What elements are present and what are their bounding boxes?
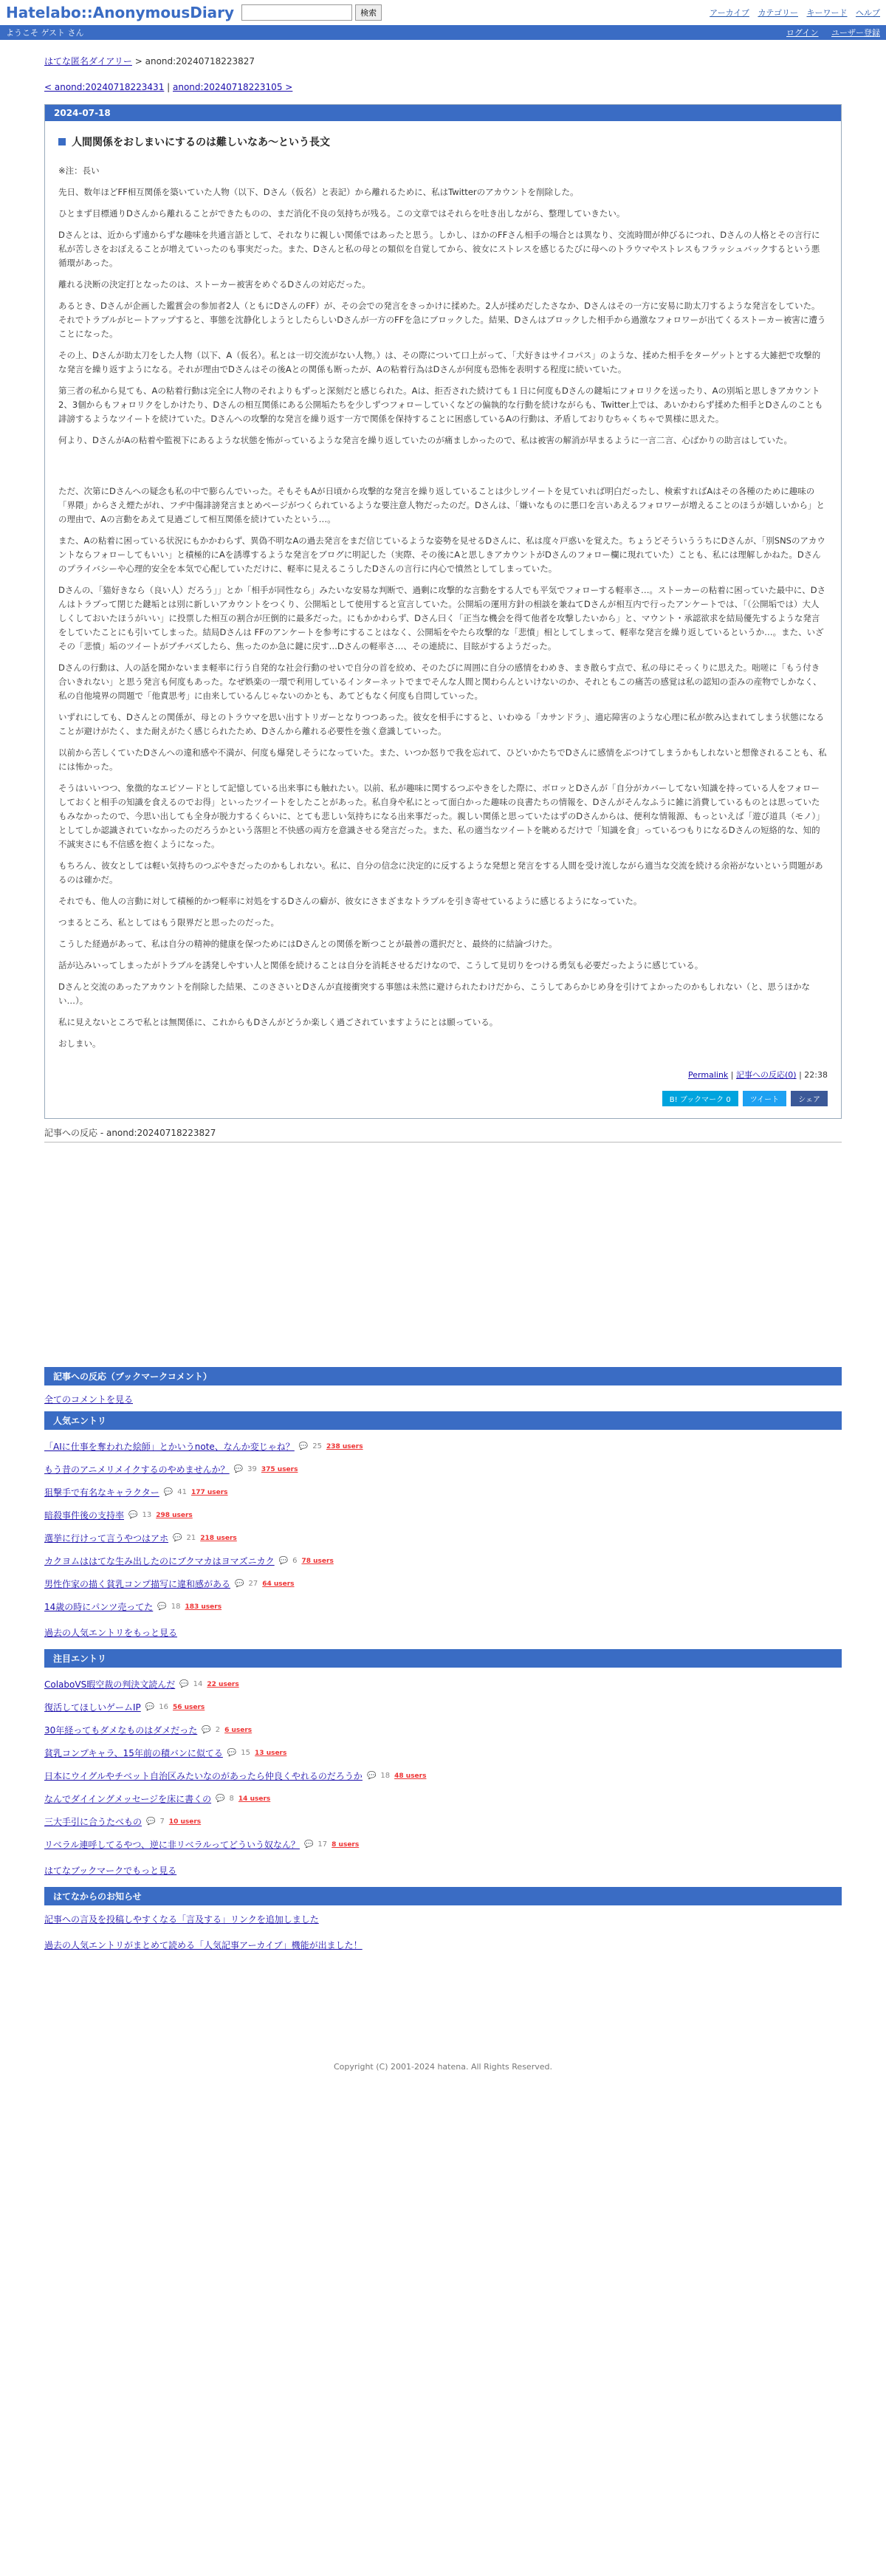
comment-icon: 💬 (179, 1680, 189, 1688)
prev-entry-link[interactable]: < anond:20240718223431 (44, 82, 165, 92)
reactions-link[interactable]: 記事への反応(0) (736, 1070, 797, 1080)
list-item (44, 1463, 842, 1476)
news-item[interactable]: 過去の人気エントリがまとめて読める「人気記事アーカイブ」機能が出ました！ (44, 1940, 363, 1950)
featured-section-title: 注目エントリ (44, 1649, 842, 1668)
top-bar (0, 0, 886, 25)
entry-paragraph: こうした経過があって、私は自分の精神的健康を保つためにはDさんとの関係を断つことが最善の選択だと、最終的に結論づけた。 (58, 939, 557, 949)
comment-icon: 💬 (163, 1488, 174, 1496)
bookmark-users-badge[interactable]: 183 users (185, 1603, 222, 1611)
entry-link[interactable]: リベラル連呼してるやつ、逆に非リベラルってどういう奴なん？ (44, 1840, 300, 1850)
next-entry-link[interactable]: anond:20240718223105 > (173, 82, 293, 92)
all-comments-link[interactable]: 全てのコメントを見る (44, 1394, 134, 1405)
share-buttons (58, 1091, 828, 1106)
bookmark-users-badge[interactable]: 10 users (168, 1818, 202, 1826)
entry-link[interactable]: 男性作家の描く貧乳コンプ描写に違和感がある (44, 1579, 231, 1589)
entry-link[interactable]: 30年経ってもダメなものはダメだった (44, 1725, 198, 1736)
comment-icon: 💬 (128, 1511, 138, 1519)
bookmark-users-badge[interactable]: 78 users (301, 1557, 334, 1565)
entry-paragraph: おしまい。 (58, 1038, 101, 1049)
popular-more-link[interactable]: 過去の人気エントリをもっと見る (44, 1628, 178, 1638)
search-input[interactable] (241, 4, 352, 21)
site-logo[interactable]: Hatelabo::AnonymousDiary (6, 4, 235, 21)
entry-paragraph: ただ、次第にDさんへの疑念も私の中で膨らんでいった。そもそもAが日頃から攻撃的な発言を繰り返していることは少しツイートを見ていれば明白だったし、検索すればAはその各種のために趣味の「界隈」からさえ煙たがれ、フヂ中傷誹謗発言まとめページがつくられているような要注意人物だったのだ。Dさんは、「嫌いなものに悪口を言いあえるフォロワーが増えることのほうが嬉しいから」との理由で、Aの言動をあえて見過ごして相互関係を続けていたという…。 (58, 486, 825, 524)
entry-paragraph: ※注：長い (58, 165, 100, 176)
comment-icon: 💬 (145, 1703, 155, 1711)
bookmark-users-badge[interactable]: 375 users (261, 1465, 298, 1473)
list-item (44, 1770, 842, 1782)
comment-count: 25 (312, 1442, 322, 1450)
list-item (44, 1792, 842, 1805)
permalink[interactable]: Permalink (688, 1070, 729, 1080)
comment-count: 16 (159, 1703, 168, 1711)
entry-paragraph: 先日、数年ほどFF相互関係を築いていた人物（以下、Dさん（仮名）と表記）から離れるために、私はTwitterのアカウントを削除した。 (58, 187, 579, 197)
entry-link[interactable]: 暗殺事件後の支持率 (44, 1510, 125, 1521)
copyright: Copyright (C) 2001-2024 hatena. All Rights Reserved. (334, 2062, 552, 2072)
entry-paragraph: Dさんとは、近からず遠からずな趣味を共通言語として、それなりに親しい関係ではあったと思う。しかし、ほかのFFさん相手の場合とは異なり、交流時間が伸びるにつれ、Dさんの人格とその言行に私が苦しさをおぼえることが増えていったのも事実だった。また、Dさんと私の母との類似を自覚してから、彼女にストレスを感じるたびに母へのトラウマやストレスもフラッシュバックするという悪循環があった。 (58, 230, 820, 268)
popular-section-title: 人気エントリ (44, 1411, 842, 1430)
comment-icon: 💬 (227, 1749, 237, 1757)
comment-icon: 💬 (157, 1603, 167, 1611)
breadcrumb-current: anond:20240718223827 (145, 56, 255, 66)
bookmark-users-badge[interactable]: 22 users (207, 1680, 239, 1688)
breadcrumb-root[interactable]: はてな匿名ダイアリー (44, 56, 132, 66)
list-item (44, 1578, 842, 1590)
list-item (44, 1440, 842, 1453)
facebook-share-button[interactable]: シェア (791, 1091, 828, 1106)
entry-paragraph: 以前から苦しくていたDさんへの違和感や不満が、何度も爆発しそうになっていた。また、いつか怒りで我を忘れて、ひどいかたちでDさんに感情をぶつけてしまうかもしれないと想像されることも、私には怖かった。 (58, 747, 827, 772)
bookmark-section-title: 記事への反応（ブックマークコメント） (44, 1367, 842, 1385)
bookmark-users-badge[interactable]: 56 users (172, 1703, 205, 1711)
keyword-link[interactable]: キーワード (806, 8, 848, 18)
comment-count: 18 (380, 1772, 391, 1780)
list-item (44, 1724, 842, 1736)
entry-paragraph: Dさんの行動は、人の話を聞かないまま軽率に行う自発的な社会行動のせいで自分の首を絞め、そのたびに周囲に自分の感情をわめき、まき散らす点で、私の母にそっくりに思えた。咄嗟に「もう付き合いきれない」と思う発言も何度もあった。なぜ娯楽の一環で利用しているインターネットでまでそんな人間と関わらんといけないのか、それともこの痛苦の感覚は私の認知の歪みの産物でしかなく、私の自他境界の問題で「他責思考」に由来しているんじゃないのかとも、あてどもなく何度も自問していった。 (58, 662, 822, 701)
entry-link[interactable]: 14歳の時にパンツ売ってた (44, 1602, 154, 1612)
bookmark-users-badge[interactable]: 177 users (190, 1488, 228, 1496)
entry-link[interactable]: なんでダイイングメッセージを床に書くの (44, 1794, 212, 1804)
list-item (44, 1815, 842, 1828)
list-item (44, 1509, 842, 1521)
comment-count: 18 (171, 1603, 181, 1611)
entry-link[interactable]: 三大手引に合うたべもの (44, 1817, 142, 1827)
bookmark-users-badge[interactable]: 48 users (394, 1772, 427, 1780)
breadcrumb: はてな匿名ダイアリー > anond:20240718223827 (44, 56, 255, 66)
list-item (44, 1747, 842, 1759)
popular-list (44, 1440, 842, 1613)
list-item (44, 1555, 842, 1567)
bookmark-users-badge[interactable]: 218 users (200, 1534, 237, 1542)
comment-count: 21 (186, 1534, 196, 1542)
comment-icon: 💬 (216, 1795, 225, 1803)
entry-date: 2024-07-18 (45, 105, 841, 121)
entry-paragraph: 離れる決断の決定打となったのは、ストーカー被害をめぐるDさんの対応だった。 (58, 279, 371, 290)
list-item (44, 1532, 842, 1544)
bookmark-button[interactable]: B! ブックマーク 0 (662, 1091, 738, 1106)
entry-link[interactable]: 復活してほしいゲームIP (44, 1702, 141, 1713)
archive-link[interactable]: アーカイブ (710, 8, 749, 18)
entry-paragraph: それでも、他人の言動に対して積極的かつ軽率に対処をするDさんの癖が、彼女にさまざまなトラブルを引き寄せているように感じるようになっていた。 (58, 896, 642, 906)
entry-paragraph: 話が込みいってしまったがトラブルを誘発しやすい人と関係を続けることは自分を消耗させるだけなので、こうして見切りをつける勇気も必要だったように感じている。 (58, 960, 704, 970)
sub-bar (0, 25, 886, 40)
comment-count: 8 (229, 1795, 234, 1803)
entry-link[interactable]: ColaboVS暇空裁の判決文読んだ (44, 1679, 176, 1690)
entry-paragraph: もちろん、彼女としては軽い気持ちのつぶやきだったのかもしれない。私に、自分の信念に決定的に反するような発想と発言をする人間を受け流しながら適当な交流を続ける余裕がないという問題があるのは確かだ。 (58, 860, 823, 885)
entry-paragraph: 第三者の私から見ても、Aの粘着行動は完全に人物のそれよりもずっと深刻だと感じられた。Aは、拒否された続けても１日に何度もDさんの鍵垢にフォロリクを送ったり、Aの別垢と思しきアカウント2、3個からもフォロリクをしかけたり、Dさんの相互関係にある公開垢たちを少しずつフォローしていくなどの偏執的な行動を続けながらも、Twitter上では、あいかわらず揉めた相手とDさんのことも誹謗するようなツイートを続けていた。Dさんへの攻撃的な発言を繰り返す一方で関係を保持することに困惑しているAの行動は、矛盾しておりむちゃくちゃで異様に思えた。 (58, 386, 823, 424)
list-item (44, 1600, 842, 1613)
help-link[interactable]: ヘルプ (856, 8, 880, 18)
entry-link[interactable]: カクヨムははてな生み出したのにブクマカはヨマズニカク (44, 1556, 275, 1566)
tweet-button[interactable]: ツイート (743, 1091, 787, 1106)
list-item (44, 1838, 842, 1851)
comment-count: 2 (215, 1726, 221, 1734)
entry-time: 22:38 (804, 1070, 828, 1080)
bookmark-users-badge[interactable]: 13 users (255, 1749, 287, 1757)
news-section-title: はてなからのお知らせ (44, 1887, 842, 1905)
entry-paragraph: あるとき、Dさんが企画した鑑賞会の参加者2人（ともにDさんのFF）が、その会での発言をきっかけに揉めた。2人が揉めだしたさなか、Dさんはその一方に安易に助太刀するような発言をしていた。それでトラブルがヒートアップすると、事態を沈静化しようとしたらしいDさんが一方のFFを急にブロックした。結果、Dさんはブロックした相手から過激なフォロワーが出てくるストーカー被害に遭うことになった。 (58, 301, 826, 339)
comment-count: 13 (142, 1511, 152, 1519)
entry-body (58, 164, 828, 1051)
comment-count: 15 (241, 1749, 251, 1757)
comment-icon: 💬 (173, 1534, 182, 1542)
entry-paragraph: Dさんと交流のあったアカウントを削除した結果、このささいとDさんが直接衝突する事態は未然に避けられたわけだから、こうしてあらかじめ身を引けてよかったのかもしれない（と、思うほかない…）。 (58, 982, 810, 1006)
comment-count: 6 (292, 1557, 298, 1565)
entry-paragraph: いずれにしても、Dさんとの関係が、母とのトラウマを思い出すトリガーとなりつつあった。彼女を相手にすると、いわゆる「カサンドラ」、適応障害のような心理に私が飲み込まれてしまう状態になることが避けがたく、また耐えがたく感じられたため、Dさんから離れる必要性を強く意識していった。 (58, 712, 825, 736)
comment-icon: 💬 (233, 1465, 244, 1473)
bookmark-users-badge[interactable]: 6 users (224, 1726, 253, 1734)
entry-paragraph: そうはいいつつ、象徴的なエピソードとして記憶している出来事にも触れたい。以前、私が趣味に関するつぶやきをした際に、ボロッとDさんが「自分がカバーしてない知識を持っている人をフォローしておくと相手の知識を食えるのでお得」といったツイートをしたことがあった。私自身や私にとって面白かった趣味の良書たちの情報を、Dさんがそんなふうに雑に消費しているものとは思っていたもみなかったので、今思い出しても全身が脱力するくらいに、とても悲しい気持ちになる出来事だった。親しい関係と思っていたはずのDさんからは、便利な情報源、もっといえば「遊び道具（モノ）」としてしか認識されていなかったのだろうかという落胆と不快感の両方を意識させる発言だった。また、私の適当なツイートを眺めるだけで「知識を食」っているつもりになるDさんの短絡的な、知的不誠実さにも不信感を抱くようになった。 (58, 783, 825, 849)
comment-icon: 💬 (202, 1726, 211, 1734)
entry-link[interactable]: 狙撃手で有名なキャラクター (44, 1487, 159, 1498)
entry (44, 104, 842, 1119)
featured-more-link[interactable]: はてなブックマークでもっと見る (44, 1866, 177, 1876)
top-links (704, 7, 880, 18)
list-item (44, 1678, 842, 1690)
paragraph-gap (58, 455, 828, 484)
entry-link[interactable]: 日本にウイグルやチベット自治区みたいなのがあったら仲良くやれるのだろうか (44, 1771, 363, 1781)
login-link[interactable]: ログイン (786, 28, 819, 38)
comment-icon: 💬 (303, 1840, 314, 1849)
reaction-title: 記事への反応 - anond:20240718223827 (44, 1126, 842, 1143)
comment-icon: 💬 (146, 1818, 156, 1826)
bookmark-users-badge[interactable]: 238 users (326, 1442, 363, 1450)
bookmark-users-badge[interactable]: 14 users (238, 1795, 271, 1803)
comment-count: 7 (159, 1818, 165, 1826)
entry-link[interactable]: 貧乳コンプキャラ、15年前の積バンに似てる (44, 1748, 223, 1758)
pager: < anond:20240718223431 | anond:20240718223105 > (44, 82, 293, 92)
list-item (44, 1486, 842, 1498)
entry-title: 人間関係をおしまいにするのは難しいなあ～という長文 (58, 134, 828, 149)
comment-count: 41 (177, 1488, 187, 1496)
entry-paragraph: 私に見えないところで私とは無関係に、これからもDさんがどうか楽しく過ごされていますようにとは願っている。 (58, 1017, 498, 1027)
comment-icon: 💬 (278, 1557, 289, 1565)
bookmark-users-badge[interactable]: 298 users (156, 1511, 193, 1519)
news-item[interactable]: 記事への言及を投稿しやすくなる「言及する」リンクを追加しました (44, 1914, 319, 1925)
entry-link[interactable]: 選挙に行けって言うやつはアホ (44, 1533, 169, 1544)
entry-paragraph: ひとまず目標通りDさんから離れることができたものの、まだ消化不良の気持ちが残る。この文章ではそれらを吐き出しながら、整理していきたい。 (58, 208, 625, 219)
bookmark-users-badge[interactable]: 64 users (262, 1580, 295, 1588)
comment-count: 27 (248, 1580, 258, 1588)
comment-icon: 💬 (366, 1772, 377, 1780)
entry-paragraph: その上、Dさんが助太刀をした人物（以下、A（仮名）。私とは一切交流がない人物。）は、その際について口上がって、「犬好きはサイコパス」のような、揉めた相手をターゲットとする大雑把で攻撃的な発言を繰り返すようになる。それが理由でDさんはその後Aとの関係も断ったが、Aの粘着行為はDさんが何度も恐怖を表明する程度に続いていた。 (58, 350, 821, 374)
bookmark-users-badge[interactable]: 8 users (332, 1840, 360, 1849)
entry-footer: Permalink | 記事への反応(0) | 22:38 (688, 1070, 828, 1080)
entry-link[interactable]: もう昔のアニメリメイクするのやめませんか？ (44, 1465, 230, 1475)
comment-icon: 💬 (298, 1442, 309, 1450)
search-button[interactable]: 検索 (355, 4, 382, 21)
entry-paragraph: また、Aの粘着に困っている状況にもかかわらず、異偽不明なAの過去発言をまだ信じているような姿勢を見せるDさんに、私は度々戸惑いを覚えた。ちょうどそういううちにDさんが、「別SNSのアカウントならフォローしてもいい」と積極的にAを誘導するような発言をブログに明記した（実際、その後にAと思しきアカウントがDさんのフォロー欄に現れていた）ことも、私には理解しかねた。Dさんのプライバシーや心理的安全を本気で心配していただけに、軽率に見えるこうしたDさんの言行に内心で憤然としてしまっていた。 (58, 535, 825, 574)
entry-paragraph: Dさんの、「猫好きなら（良い人）だろう」」とか「相手が同性なら」みたいな安易な判断で、過剰に攻撃的な言動をする人でも平気でフォローする軽率さ…。ストーカーの粘着に困っていた最中に、Dさんはトラブって閉じた鍵垢とは別に新しいアカウントをつくり、公開垢として使用すると宣言していた。公開垢の運用方針の相談を兼ねてDさんが相互内で行ったアンケートでは、「（公開垢では）大人しくしておいたほうがいい」に投票した相互の割合が圧倒的に最多だった。にもかかわらず、Dさん曰く「正当な機会を得て他者を攻撃したいから」と、マウント・承認欲求を結局優先するような発言をしていたことにも引いてしまった。結局Dさんは FFのアンケートを参考にすることはなく、公開垢をやたら攻撃的な「悲憤」相としてしまって、軽率な発言を繰り返しているというか…。また、いざその「悲憤」垢のツイートがプチバズしたら、焦ったのか急に鍵に戻す…Dさんの軽率さ…、その連続に、目眩がするようだった。 (58, 585, 826, 651)
featured-list (44, 1678, 842, 1851)
entry-paragraph: 何より、DさんがAの粘着や監視下にあるような状態を怖がっているような発言を繰り返していたのが痛ましかったので、私は被害の解消が早まるように一言二言、心ばかりの助言はしていた。 (58, 435, 792, 445)
title-square-icon (58, 138, 66, 145)
comment-count: 14 (193, 1680, 203, 1688)
comment-count: 17 (317, 1840, 328, 1849)
comment-count: 39 (247, 1465, 257, 1473)
entry-link[interactable]: 「AIに仕事を奪われた絵師」とかいうnote、なんか変じゃね？ (44, 1442, 295, 1452)
register-link[interactable]: ユーザー登録 (831, 28, 880, 38)
welcome-text: ようこそ ゲスト さん (6, 28, 84, 38)
comment-icon: 💬 (235, 1580, 244, 1588)
entry-paragraph: つまるところ、私としてはもう限界だと思ったのだった。 (58, 917, 279, 928)
list-item (44, 1701, 842, 1713)
category-link[interactable]: カテゴリー (758, 8, 798, 18)
